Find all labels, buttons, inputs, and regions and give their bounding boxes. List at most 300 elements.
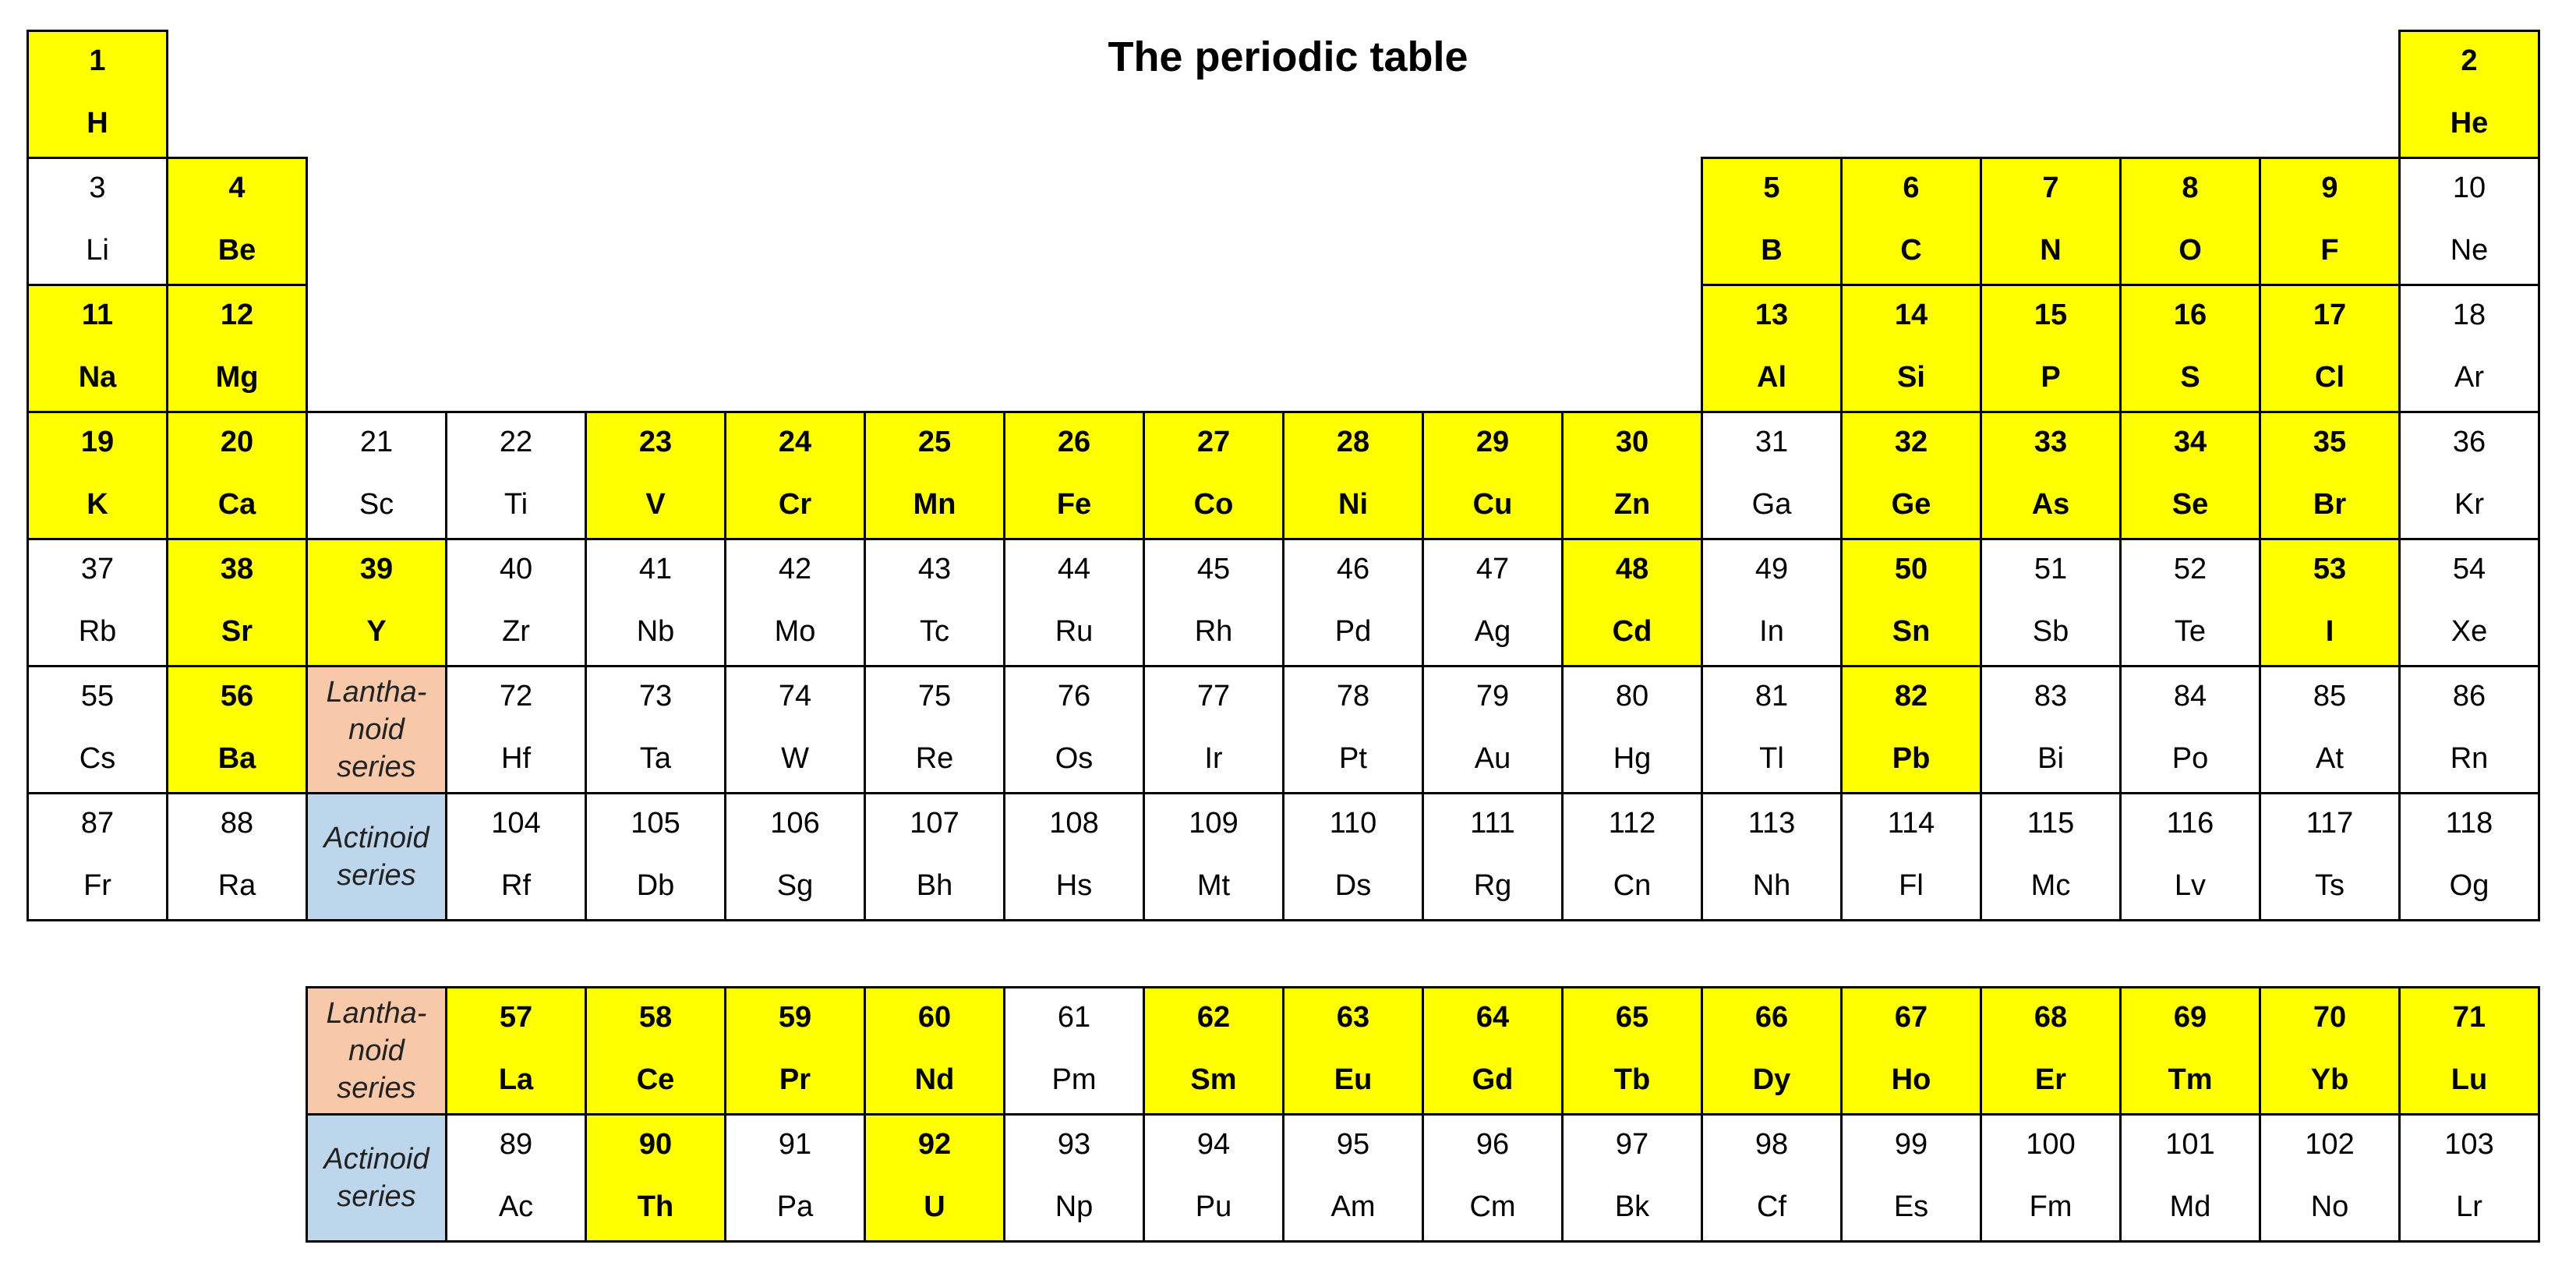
atomic-number: 77 <box>1196 680 1231 713</box>
element-cell-la <box>445 986 587 1116</box>
element-cell-sm <box>1143 986 1284 1116</box>
atomic-number: 37 <box>80 553 115 585</box>
element-symbol: Bi <box>2037 742 2064 775</box>
lanthanoid-series-box: Lantha- noid series <box>306 986 447 1116</box>
atomic-number: 8 <box>2182 172 2199 204</box>
atomic-number: 6 <box>1903 172 1920 204</box>
element-cell-n <box>1980 157 2122 286</box>
element-cell-mt <box>1143 792 1284 921</box>
element-symbol: Br <box>2313 488 2347 521</box>
element-cell-si <box>1840 284 1982 413</box>
element-symbol: Rh <box>1194 615 1233 648</box>
atomic-number: 62 <box>1196 1001 1231 1034</box>
element-symbol: Mc <box>2030 869 2071 902</box>
element-cell-cf <box>1701 1113 1843 1243</box>
atomic-number: 72 <box>499 680 533 713</box>
element-symbol: Fr <box>83 869 111 902</box>
atomic-number: 74 <box>778 680 812 713</box>
element-symbol: Ru <box>1055 615 1094 648</box>
atomic-number: 11 <box>81 299 114 331</box>
element-cell-cs <box>27 665 168 794</box>
atomic-number: 40 <box>499 553 533 585</box>
atomic-number: 118 <box>2445 807 2493 840</box>
element-symbol: Pa <box>776 1190 814 1223</box>
atomic-number: 89 <box>499 1128 533 1161</box>
element-symbol: Co <box>1193 488 1234 521</box>
element-symbol: Rb <box>78 615 117 648</box>
element-symbol: Er <box>2034 1063 2067 1096</box>
element-symbol: O <box>2178 234 2202 267</box>
atomic-number: 41 <box>638 553 673 585</box>
element-symbol: Tb <box>1613 1063 1651 1096</box>
element-cell-se <box>2119 411 2261 540</box>
atomic-number: 105 <box>631 807 680 840</box>
element-symbol: Kr <box>2454 488 2484 521</box>
element-cell-rn <box>2398 665 2540 794</box>
element-cell-sb <box>1980 538 2122 667</box>
element-symbol: Rn <box>2450 742 2489 775</box>
atomic-number: 91 <box>778 1128 812 1161</box>
element-cell-ac <box>445 1113 587 1243</box>
element-symbol: Mt <box>1196 869 1231 902</box>
element-cell-ag <box>1422 538 1564 667</box>
atomic-number: 76 <box>1057 680 1091 713</box>
element-cell-cu <box>1422 411 1564 540</box>
element-symbol: Pm <box>1051 1063 1097 1096</box>
atomic-number: 55 <box>80 680 115 713</box>
element-symbol: Sb <box>2032 615 2069 648</box>
atomic-number: 54 <box>2452 553 2486 585</box>
element-symbol: Ta <box>639 742 672 775</box>
element-cell-rg <box>1422 792 1564 921</box>
atomic-number: 88 <box>220 807 254 840</box>
element-cell-mn <box>864 411 1005 540</box>
element-cell-in <box>1701 538 1843 667</box>
element-symbol: Cs <box>79 742 116 775</box>
atomic-number: 110 <box>1329 807 1377 840</box>
atomic-number: 26 <box>1057 426 1091 458</box>
element-symbol: Nh <box>1752 869 1791 902</box>
element-cell-zr <box>445 538 587 667</box>
element-symbol: Y <box>366 615 387 648</box>
element-symbol: Tm <box>2168 1063 2213 1096</box>
element-symbol: Es <box>1893 1190 1929 1223</box>
element-cell-tl <box>1701 665 1843 794</box>
element-symbol: Ni <box>1338 488 1368 521</box>
atomic-number: 7 <box>2042 172 2059 204</box>
element-symbol: Sc <box>359 488 394 521</box>
element-symbol: Xe <box>2451 615 2488 648</box>
atomic-number: 96 <box>1475 1128 1510 1161</box>
element-symbol: Cl <box>2315 361 2345 394</box>
atomic-number: 60 <box>917 1001 952 1034</box>
atomic-number: 79 <box>1475 680 1510 713</box>
atomic-number: 70 <box>2313 1001 2347 1034</box>
element-symbol: Cr <box>778 488 812 521</box>
element-cell-th <box>585 1113 726 1243</box>
element-cell-ce <box>585 986 726 1116</box>
element-symbol: Pb <box>1892 742 1931 775</box>
atomic-number: 44 <box>1057 553 1091 585</box>
element-symbol: Ba <box>217 742 256 775</box>
element-symbol: Og <box>2449 869 2489 902</box>
element-symbol: Am <box>1330 1190 1376 1223</box>
actinoid-series-box: Actinoid series <box>306 1113 447 1243</box>
element-cell-at <box>2259 665 2401 794</box>
atomic-number: 94 <box>1196 1128 1231 1161</box>
element-symbol: Re <box>915 742 954 775</box>
element-cell-fr <box>27 792 168 921</box>
atomic-number: 56 <box>220 680 254 713</box>
element-cell-c <box>1840 157 1982 286</box>
element-cell-lv <box>2119 792 2261 921</box>
atomic-number: 106 <box>770 807 820 840</box>
element-symbol: Pr <box>779 1063 811 1096</box>
element-symbol: Pu <box>1195 1190 1232 1223</box>
element-cell-re <box>864 665 1005 794</box>
element-symbol: Fm <box>2029 1190 2072 1223</box>
element-cell-ir <box>1143 665 1284 794</box>
element-symbol: Cf <box>1757 1190 1786 1223</box>
element-cell-gd <box>1422 986 1564 1116</box>
element-cell-ni <box>1282 411 1424 540</box>
atomic-number: 42 <box>778 553 812 585</box>
atomic-number: 31 <box>1754 426 1789 458</box>
element-cell-er <box>1980 986 2122 1116</box>
element-symbol: Au <box>1474 742 1511 775</box>
element-cell-rh <box>1143 538 1284 667</box>
atomic-number: 14 <box>1894 299 1928 331</box>
atomic-number: 109 <box>1189 807 1239 840</box>
atomic-number: 15 <box>2034 299 2068 331</box>
element-symbol: Dy <box>1752 1063 1791 1096</box>
element-symbol: I <box>2325 615 2334 648</box>
element-symbol: Ne <box>2450 234 2489 267</box>
atomic-number: 67 <box>1894 1001 1928 1034</box>
element-cell-lu <box>2398 986 2540 1116</box>
element-symbol: Gd <box>1472 1063 1514 1096</box>
atomic-number: 81 <box>1754 680 1789 713</box>
element-cell-kr <box>2398 411 2540 540</box>
atomic-number: 86 <box>2452 680 2486 713</box>
atomic-number: 45 <box>1196 553 1231 585</box>
element-symbol: Ac <box>498 1190 534 1223</box>
element-cell-ga <box>1701 411 1843 540</box>
element-cell-pd <box>1282 538 1424 667</box>
element-cell-fm <box>1980 1113 2122 1243</box>
element-symbol: Sg <box>776 869 814 902</box>
atomic-number: 107 <box>910 807 959 840</box>
element-symbol: Bh <box>916 869 953 902</box>
element-cell-hf <box>445 665 587 794</box>
element-cell-eu <box>1282 986 1424 1116</box>
element-cell-es <box>1840 1113 1982 1243</box>
element-symbol: Sm <box>1190 1063 1237 1096</box>
element-cell-cn <box>1561 792 1703 921</box>
element-symbol: U <box>924 1190 945 1223</box>
element-cell-cd <box>1561 538 1703 667</box>
element-symbol: Mn <box>913 488 956 521</box>
atomic-number: 80 <box>1615 680 1649 713</box>
atomic-number: 113 <box>1747 807 1796 840</box>
element-symbol: Lr <box>2456 1190 2482 1223</box>
element-cell-mg <box>166 284 308 413</box>
atomic-number: 12 <box>220 299 254 331</box>
atomic-number: 1 <box>89 44 106 77</box>
element-symbol: Th <box>637 1190 674 1223</box>
atomic-number: 98 <box>1754 1128 1789 1161</box>
element-symbol: Hf <box>501 742 531 775</box>
element-cell-br <box>2259 411 2401 540</box>
atomic-number: 90 <box>638 1128 673 1161</box>
atomic-number: 108 <box>1049 807 1099 840</box>
actinoid-series-box: Actinoid series <box>306 792 447 921</box>
element-cell-rb <box>27 538 168 667</box>
atomic-number: 21 <box>359 426 394 458</box>
element-symbol: N <box>2040 234 2062 267</box>
element-cell-pb <box>1840 665 1982 794</box>
element-cell-ne <box>2398 157 2540 286</box>
element-cell-og <box>2398 792 2540 921</box>
element-cell-zn <box>1561 411 1703 540</box>
element-symbol: Cu <box>1472 488 1513 521</box>
element-cell-y <box>306 538 447 667</box>
element-cell-p <box>1980 284 2122 413</box>
atomic-number: 112 <box>1608 807 1656 840</box>
element-symbol: Ce <box>636 1063 675 1096</box>
element-symbol: H <box>87 107 108 140</box>
atomic-number: 97 <box>1615 1128 1649 1161</box>
element-symbol: Si <box>1897 361 1925 394</box>
element-symbol: Db <box>636 869 675 902</box>
atomic-number: 92 <box>917 1128 952 1161</box>
atomic-number: 52 <box>2173 553 2207 585</box>
atomic-number: 36 <box>2452 426 2486 458</box>
element-symbol: Li <box>86 234 109 267</box>
atomic-number: 32 <box>1894 426 1928 458</box>
element-symbol: Fl <box>1899 869 1924 902</box>
element-symbol: Ir <box>1204 742 1223 775</box>
element-cell-pm <box>1003 986 1145 1116</box>
atomic-number: 100 <box>2026 1128 2076 1161</box>
atomic-number: 69 <box>2173 1001 2207 1034</box>
element-cell-bk <box>1561 1113 1703 1243</box>
element-cell-na <box>27 284 168 413</box>
atomic-number: 20 <box>220 426 254 458</box>
element-cell-nd <box>864 986 1005 1116</box>
element-symbol: P <box>2041 361 2061 394</box>
element-cell-f <box>2259 157 2401 286</box>
atomic-number: 49 <box>1754 553 1789 585</box>
atomic-number: 33 <box>2034 426 2068 458</box>
element-cell-fe <box>1003 411 1145 540</box>
element-cell-np <box>1003 1113 1145 1243</box>
element-symbol: Ds <box>1334 869 1372 902</box>
element-symbol: Ar <box>2454 361 2484 394</box>
atomic-number: 17 <box>2313 299 2347 331</box>
element-symbol: Hs <box>1055 869 1093 902</box>
element-symbol: Sr <box>221 615 253 648</box>
element-symbol: Cm <box>1469 1190 1516 1223</box>
atomic-number: 16 <box>2173 299 2207 331</box>
element-cell-ta <box>585 665 726 794</box>
atomic-number: 23 <box>638 426 673 458</box>
element-cell-pr <box>724 986 866 1116</box>
element-cell-bi <box>1980 665 2122 794</box>
element-cell-b <box>1701 157 1843 286</box>
element-symbol: Eu <box>1334 1063 1373 1096</box>
element-cell-tm <box>2119 986 2261 1116</box>
element-symbol: S <box>2180 361 2200 394</box>
element-cell-pu <box>1143 1113 1284 1243</box>
atomic-number: 28 <box>1336 426 1370 458</box>
element-cell-tc <box>864 538 1005 667</box>
element-symbol: Bk <box>1614 1190 1650 1223</box>
element-cell-mc <box>1980 792 2122 921</box>
element-symbol: Fe <box>1056 488 1092 521</box>
element-symbol: Cn <box>1613 869 1652 902</box>
element-cell-nh <box>1701 792 1843 921</box>
element-cell-ho <box>1840 986 1982 1116</box>
element-symbol: Te <box>2174 615 2207 648</box>
atomic-number: 64 <box>1475 1001 1510 1034</box>
element-cell-cl <box>2259 284 2401 413</box>
atomic-number: 87 <box>80 807 115 840</box>
element-cell-be <box>166 157 308 286</box>
element-cell-xe <box>2398 538 2540 667</box>
atomic-number: 104 <box>491 807 541 840</box>
element-symbol: Yb <box>2310 1063 2349 1096</box>
element-symbol: Zn <box>1613 488 1651 521</box>
element-cell-nb <box>585 538 726 667</box>
element-cell-al <box>1701 284 1843 413</box>
element-cell-os <box>1003 665 1145 794</box>
element-cell-li <box>27 157 168 286</box>
atomic-number: 65 <box>1615 1001 1649 1034</box>
element-cell-hg <box>1561 665 1703 794</box>
element-cell-hs <box>1003 792 1145 921</box>
atomic-number: 117 <box>2306 807 2354 840</box>
atomic-number: 116 <box>2166 807 2214 840</box>
element-symbol: No <box>2310 1190 2349 1223</box>
atomic-number: 115 <box>2027 807 2075 840</box>
element-cell-au <box>1422 665 1564 794</box>
element-symbol: Mg <box>215 361 259 394</box>
atomic-number: 58 <box>638 1001 673 1034</box>
element-cell-cm <box>1422 1113 1564 1243</box>
element-symbol: Cd <box>1612 615 1652 648</box>
element-cell-db <box>585 792 726 921</box>
element-cell-ti <box>445 411 587 540</box>
element-symbol: Ti <box>504 488 528 521</box>
element-cell-ds <box>1282 792 1424 921</box>
atomic-number: 46 <box>1336 553 1370 585</box>
element-cell-pa <box>724 1113 866 1243</box>
atomic-number: 3 <box>89 172 106 204</box>
atomic-number: 22 <box>499 426 533 458</box>
element-cell-he <box>2398 30 2540 159</box>
element-cell-ts <box>2259 792 2401 921</box>
element-cell-ca <box>166 411 308 540</box>
element-symbol: Ca <box>217 488 256 521</box>
element-cell-ge <box>1840 411 1982 540</box>
atomic-number: 5 <box>1763 172 1780 204</box>
element-symbol: Os <box>1055 742 1094 775</box>
element-symbol: Tc <box>920 615 949 648</box>
element-cell-ru <box>1003 538 1145 667</box>
element-symbol: Nb <box>636 615 675 648</box>
element-cell-md <box>2119 1113 2261 1243</box>
atomic-number: 24 <box>778 426 812 458</box>
element-cell-co <box>1143 411 1284 540</box>
element-symbol: Mo <box>774 615 816 648</box>
element-symbol: V <box>645 488 666 521</box>
element-cell-dy <box>1701 986 1843 1116</box>
element-cell-ar <box>2398 284 2540 413</box>
element-cell-sg <box>724 792 866 921</box>
atomic-number: 51 <box>2034 553 2068 585</box>
atomic-number: 63 <box>1336 1001 1370 1034</box>
atomic-number: 19 <box>80 426 115 458</box>
atomic-number: 99 <box>1894 1128 1928 1161</box>
atomic-number: 4 <box>228 172 246 204</box>
atomic-number: 38 <box>220 553 254 585</box>
atomic-number: 95 <box>1336 1128 1370 1161</box>
element-symbol: Zr <box>502 615 530 648</box>
element-cell-sr <box>166 538 308 667</box>
element-cell-lr <box>2398 1113 2540 1243</box>
atomic-number: 61 <box>1057 1001 1091 1034</box>
atomic-number: 10 <box>2452 172 2486 204</box>
atomic-number: 9 <box>2321 172 2338 204</box>
atomic-number: 68 <box>2034 1001 2068 1034</box>
atomic-number: 57 <box>499 1001 533 1034</box>
element-symbol: Hg <box>1613 742 1652 775</box>
element-cell-k <box>27 411 168 540</box>
element-symbol: Ho <box>1891 1063 1931 1096</box>
element-cell-te <box>2119 538 2261 667</box>
element-symbol: Tl <box>1759 742 1784 775</box>
element-cell-no <box>2259 1113 2401 1243</box>
atomic-number: 85 <box>2313 680 2347 713</box>
element-symbol: Np <box>1055 1190 1094 1223</box>
element-symbol: Po <box>2171 742 2209 775</box>
element-cell-ba <box>166 665 308 794</box>
atomic-number: 34 <box>2173 426 2207 458</box>
element-symbol: Ts <box>2315 869 2345 902</box>
element-cell-w <box>724 665 866 794</box>
atomic-number: 78 <box>1336 680 1370 713</box>
element-symbol: Md <box>2169 1190 2211 1223</box>
atomic-number: 111 <box>1470 807 1515 840</box>
element-symbol: Na <box>78 361 117 394</box>
element-cell-tb <box>1561 986 1703 1116</box>
element-cell-mo <box>724 538 866 667</box>
atomic-number: 43 <box>917 553 952 585</box>
element-symbol: Nd <box>914 1063 955 1096</box>
element-symbol: In <box>1759 615 1784 648</box>
atomic-number: 66 <box>1754 1001 1789 1034</box>
atomic-number: 75 <box>917 680 952 713</box>
element-cell-sc <box>306 411 447 540</box>
atomic-number: 18 <box>2452 299 2486 331</box>
atomic-number: 50 <box>1894 553 1928 585</box>
atomic-number: 25 <box>917 426 952 458</box>
element-cell-s <box>2119 284 2261 413</box>
element-cell-cr <box>724 411 866 540</box>
element-symbol: Rf <box>501 869 531 902</box>
atomic-number: 59 <box>778 1001 812 1034</box>
